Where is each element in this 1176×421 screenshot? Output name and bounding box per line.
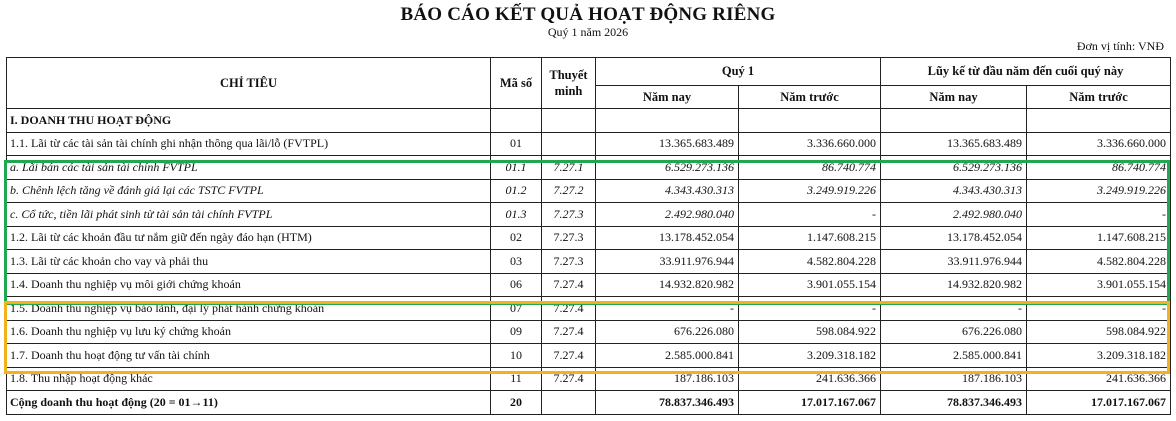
- table-row: [7, 156, 1171, 180]
- ytd-prev-year-value: -: [1027, 203, 1171, 227]
- quarter-prev-year-value: 3.901.055.154: [739, 273, 881, 297]
- row-code: 11: [491, 367, 542, 391]
- table-row: [7, 344, 1171, 368]
- row-code: 07: [491, 297, 542, 321]
- row-code: 02: [491, 226, 542, 250]
- header-ytd-prev-year: Năm trước: [1027, 86, 1171, 109]
- table-row: [7, 391, 1171, 415]
- ytd-this-year-value: 2.585.000.841: [881, 344, 1027, 368]
- quarter-this-year-value: 676.226.080: [596, 320, 739, 344]
- row-code: 10: [491, 344, 542, 368]
- quarter-this-year-value: 2.492.980.040: [596, 203, 739, 227]
- ytd-prev-year-value: -: [1027, 297, 1171, 321]
- row-label: 1.7. Doanh thu hoạt động tư vấn tài chính: [7, 344, 491, 368]
- table-row: [7, 109, 1171, 133]
- quarter-this-year-value: 13.178.452.054: [596, 226, 739, 250]
- row-note: [542, 109, 596, 133]
- row-note: 7.27.4: [542, 367, 596, 391]
- row-label: a. Lãi bán các tài sản tài chính FVTPL: [7, 156, 491, 180]
- row-code: 20: [491, 391, 542, 415]
- quarter-prev-year-value: 3.336.660.000: [739, 132, 881, 156]
- row-code: 01.3: [491, 203, 542, 227]
- ytd-this-year-value: 2.492.980.040: [881, 203, 1027, 227]
- row-note: 7.27.2: [542, 179, 596, 203]
- quarter-this-year-value: 13.365.683.489: [596, 132, 739, 156]
- quarter-this-year-value: 78.837.346.493: [596, 391, 739, 415]
- quarter-this-year-value: 4.343.430.313: [596, 179, 739, 203]
- ytd-prev-year-value: 86.740.774: [1027, 156, 1171, 180]
- row-code: [491, 109, 542, 133]
- row-note: 7.27.3: [542, 203, 596, 227]
- row-note: 7.27.3: [542, 250, 596, 274]
- ytd-prev-year-value: 241.636.366: [1027, 367, 1171, 391]
- table-row: [7, 273, 1171, 297]
- row-note: 7.27.4: [542, 344, 596, 368]
- quarter-this-year-value: -: [596, 297, 739, 321]
- ytd-prev-year-value: 598.084.922: [1027, 320, 1171, 344]
- row-label: Cộng doanh thu hoạt động (20 = 01→11): [7, 391, 491, 415]
- quarter-prev-year-value: -: [739, 203, 881, 227]
- ytd-this-year-value: 13.178.452.054: [881, 226, 1027, 250]
- quarter-this-year-value: 187.186.103: [596, 367, 739, 391]
- ytd-this-year-value: 14.932.820.982: [881, 273, 1027, 297]
- row-label: 1.6. Doanh thu nghiệp vụ lưu ký chứng khoán: [7, 320, 491, 344]
- report-title: BÁO CÁO KẾT QUẢ HOẠT ĐỘNG RIÊNG: [400, 4, 776, 25]
- table-row: [7, 179, 1171, 203]
- row-note: [542, 132, 596, 156]
- quarter-prev-year-value: 241.636.366: [739, 367, 881, 391]
- table-row: [7, 367, 1171, 391]
- ytd-this-year-value: 6.529.273.136: [881, 156, 1027, 180]
- ytd-this-year-value: 78.837.346.493: [881, 391, 1027, 415]
- quarter-prev-year-value: 86.740.774: [739, 156, 881, 180]
- row-label: 1.8. Thu nhập hoạt động khác: [7, 367, 491, 391]
- quarter-prev-year-value: 3.249.919.226: [739, 179, 881, 203]
- header-ytd: Lũy kế từ đầu năm đến cuối quý này: [881, 58, 1171, 86]
- quarter-this-year-value: 14.932.820.982: [596, 273, 739, 297]
- quarter-prev-year-value: 4.582.804.228: [739, 250, 881, 274]
- ytd-prev-year-value: 17.017.167.067: [1027, 391, 1171, 415]
- ytd-this-year-value: 33.911.976.944: [881, 250, 1027, 274]
- row-label: 1.1. Lãi từ các tài sản tài chính ghi nhận thông qua lãi/lỗ (FVTPL): [7, 132, 491, 156]
- header-note: Thuyết minh: [542, 58, 596, 109]
- quarter-this-year-value: 2.585.000.841: [596, 344, 739, 368]
- row-note: [542, 391, 596, 415]
- ytd-this-year-value: [881, 109, 1027, 133]
- row-note: 7.27.3: [542, 226, 596, 250]
- table-row: [7, 132, 1171, 156]
- header-ytd-this-year: Năm nay: [881, 86, 1027, 109]
- table-row: [7, 203, 1171, 227]
- ytd-this-year-value: -: [881, 297, 1027, 321]
- row-note: 7.27.4: [542, 320, 596, 344]
- ytd-this-year-value: 187.186.103: [881, 367, 1027, 391]
- row-label: I. DOANH THU HOẠT ĐỘNG: [7, 109, 491, 133]
- row-code: 06: [491, 273, 542, 297]
- row-note: 7.27.4: [542, 273, 596, 297]
- header-code: Mã số: [491, 58, 542, 109]
- quarter-prev-year-value: 3.209.318.182: [739, 344, 881, 368]
- table-row: [7, 250, 1171, 274]
- header-indicator: CHỈ TIÊU: [7, 58, 491, 109]
- ytd-this-year-value: 13.365.683.489: [881, 132, 1027, 156]
- ytd-prev-year-value: 3.336.660.000: [1027, 132, 1171, 156]
- row-code: 03: [491, 250, 542, 274]
- row-note: 7.27.4: [542, 297, 596, 321]
- header-quarter-prev-year: Năm trước: [739, 86, 881, 109]
- ytd-this-year-value: 676.226.080: [881, 320, 1027, 344]
- ytd-this-year-value: 4.343.430.313: [881, 179, 1027, 203]
- quarter-this-year-value: 33.911.976.944: [596, 250, 739, 274]
- table-row: [7, 297, 1171, 321]
- quarter-prev-year-value: 598.084.922: [739, 320, 881, 344]
- row-code: 01.1: [491, 156, 542, 180]
- quarter-prev-year-value: [739, 109, 881, 133]
- row-label: 1.5. Doanh thu nghiệp vụ bảo lãnh, đại lý phát hành chứng khoán: [7, 297, 491, 321]
- header-quarter: Quý 1: [596, 58, 881, 86]
- quarter-this-year-value: 6.529.273.136: [596, 156, 739, 180]
- row-label: 1.2. Lãi từ các khoản đầu tư nắm giữ đến ngày đáo hạn (HTM): [7, 226, 491, 250]
- row-label: c. Cổ tức, tiền lãi phát sinh từ tài sản tài chính FVTPL: [7, 203, 491, 227]
- currency-unit: Đơn vị tính: VNĐ: [1076, 39, 1164, 53]
- ytd-prev-year-value: [1027, 109, 1171, 133]
- income-statement-table: [6, 57, 1171, 415]
- row-label: 1.3. Lãi từ các khoản cho vay và phải thu: [7, 250, 491, 274]
- quarter-this-year-value: [596, 109, 739, 133]
- row-label: b. Chênh lệch tăng về đánh giá lại các TSTC FVTPL: [7, 179, 491, 203]
- quarter-prev-year-value: -: [739, 297, 881, 321]
- row-code: 01.2: [491, 179, 542, 203]
- header-quarter-this-year: Năm nay: [596, 86, 739, 109]
- row-note: 7.27.1: [542, 156, 596, 180]
- table-row: [7, 226, 1171, 250]
- ytd-prev-year-value: 3.901.055.154: [1027, 273, 1171, 297]
- quarter-prev-year-value: 1.147.608.215: [739, 226, 881, 250]
- quarter-prev-year-value: 17.017.167.067: [739, 391, 881, 415]
- ytd-prev-year-value: 3.249.919.226: [1027, 179, 1171, 203]
- row-label: 1.4. Doanh thu nghiệp vụ môi giới chứng khoán: [7, 273, 491, 297]
- row-code: 01: [491, 132, 542, 156]
- row-code: 09: [491, 320, 542, 344]
- report-period: Quý 1 năm 2026: [547, 25, 629, 39]
- ytd-prev-year-value: 3.209.318.182: [1027, 344, 1171, 368]
- ytd-prev-year-value: 1.147.608.215: [1027, 226, 1171, 250]
- ytd-prev-year-value: 4.582.804.228: [1027, 250, 1171, 274]
- table-row: [7, 320, 1171, 344]
